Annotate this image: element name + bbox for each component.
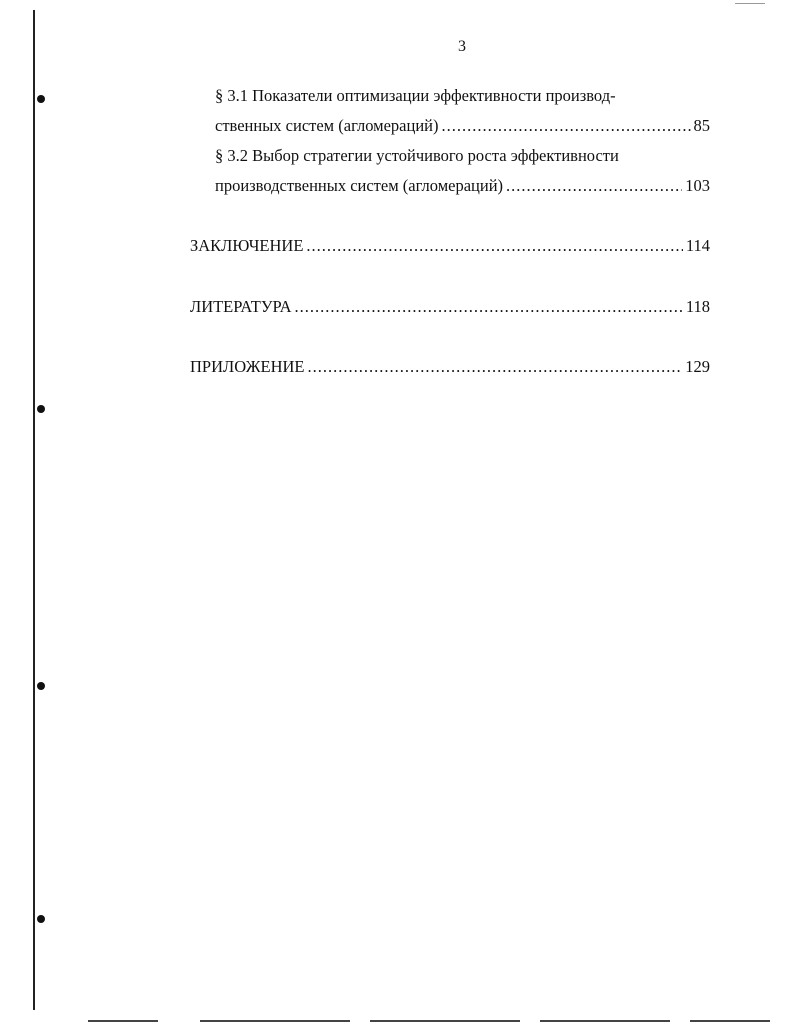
toc-entry-3-1 bbox=[215, 116, 710, 136]
toc-entry-label: производственных систем (агломераций) bbox=[215, 176, 504, 195]
page-number: 3 bbox=[458, 38, 466, 55]
dot-leader bbox=[306, 236, 682, 256]
toc-entry-3-1-line1: § 3.1 Показатели оптимизации эффективности производ- bbox=[215, 86, 616, 105]
dot-leader bbox=[506, 176, 682, 196]
punch-hole-mark bbox=[37, 95, 45, 103]
toc-entry-label: ЗАКЛЮЧЕНИЕ bbox=[190, 236, 304, 255]
toc-entry-label: ственных систем (агломераций) bbox=[215, 116, 439, 135]
scan-bottom-edge bbox=[690, 1020, 770, 1022]
punch-hole-mark bbox=[37, 682, 45, 690]
toc-entry-3-2-line1: § 3.2 Выбор стратегии устойчивого роста эффективности bbox=[215, 146, 619, 165]
toc-page-number: 103 bbox=[685, 176, 710, 195]
toc-page-number: 129 bbox=[685, 357, 710, 376]
dot-leader bbox=[295, 297, 683, 317]
toc-entry-3-2 bbox=[215, 176, 710, 196]
toc-page-number: 114 bbox=[685, 236, 710, 255]
scan-bottom-edge bbox=[370, 1020, 520, 1022]
toc-entry-label: ПРИЛОЖЕНИЕ bbox=[190, 357, 305, 376]
toc-entry-label: ЛИТЕРАТУРА bbox=[190, 297, 292, 316]
punch-hole-mark bbox=[37, 915, 45, 923]
scan-bottom-edge bbox=[200, 1020, 350, 1022]
dot-leader bbox=[442, 116, 691, 136]
binder-margin-line bbox=[33, 10, 35, 1010]
toc-entry-literature bbox=[190, 297, 710, 317]
scan-bottom-edge bbox=[88, 1020, 158, 1022]
scan-corner-mark bbox=[735, 0, 765, 4]
toc-entry-appendix bbox=[190, 357, 710, 377]
punch-hole-mark bbox=[37, 405, 45, 413]
toc-entry-conclusion bbox=[190, 236, 710, 256]
toc-page-number: 118 bbox=[685, 297, 710, 316]
toc-page-number: 85 bbox=[693, 116, 710, 135]
dot-leader bbox=[307, 357, 682, 377]
scan-bottom-edge bbox=[540, 1020, 670, 1022]
